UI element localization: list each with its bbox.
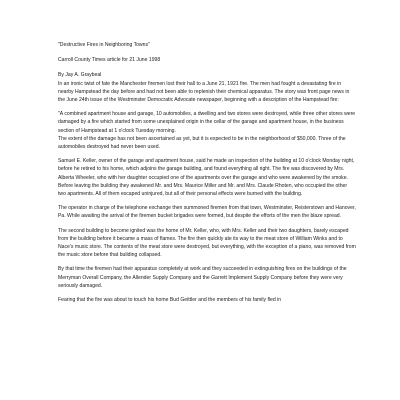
paragraph-firemen: By that time the firemen had their apparatus completely at work and they succeeded in extinguishing fires on the buildings of the Merryman Overall Company, the Allender Supply Company and the Garrett Implement Supply Company before they were very seriously damaged. [58, 266, 347, 289]
article-title: "Destructive Fires in Neighboring Towns" [58, 42, 150, 48]
article-byline: By Jay A. Graybeal [58, 72, 102, 79]
paragraph-geittler: Fearing that the fire was about to touch his home Bud Geittler and the members of his family fled in [58, 297, 282, 304]
paragraph-telephone: The operator in charge of the telephone exchange then summoned firemen from that town, Westminster, Reisterstown and Hanover, Pa. While awaiting the arrival of the firemen bucket brigades were formed, but despite the efforts of the men the blaze spread. [58, 205, 356, 220]
paragraph-keller: Samuel E. Keller, owner of the garage and apartment house, said he made an inspection of the building at 10 o'clock Monday night, before he retired to his home, which adjoins the garage building, and found everything all right. The fire was discovered by Mrs. Alberta Wheeler, who with her daughter occupied one of the apartments over the garage and who were awakened by the smoke. Before leaving the building they awakened Mr. and Mrs. Maurice Miller and Mr. and Mrs. Claude Rhoten, who occupied the other two apartments. All of them escaped uninjured, but all of their personal effects were burned with the building. [58, 158, 355, 198]
paragraph-intro: In an ironic twist of fate the Manchester firemen lost their hall to a June 21, 1921 fire. The men had fought a devastating fire in nearby Hampstead the day before and had not been able to replenish their chemical apparatus. The story was front page news in the June 24th issue of the Westminster Democratic Advocate newspaper, beginning with a description of the Hampstead fire: [58, 80, 350, 104]
article-source: Carroll County Times article for 21 June 1998 [58, 57, 161, 64]
article-body [58, 41, 356, 310]
paragraph-damage: The extent of the damage has not been ascertained as yet, but it is expected to be in the neighborhood of $50,000. Three of the automobiles destroyed had never been used. [58, 135, 346, 151]
paragraph-quote-start: "A combined apartment house and garage, 10 automobiles, a dwelling and two stores were destroyed, while three other stores were damaged by a fire which started from some unexplained origin in the cellar of the garage and apartment house, in the business section of Hampstead at 1 o'clock Tuesday morning. [58, 111, 356, 134]
paragraph-second-building: The second building to become ignited was the home of Mr. Keller, who, with Mrs. Keller and their two daughters, barely escaped from the building before it became a mass of flames. The fire then quickly ate its way to the meat store of William Winks and to Nace's music store. The contents of the meat store were destroyed, but everything, with the exception of a piano, was removed from the music store before that building collapsed. [58, 227, 356, 259]
